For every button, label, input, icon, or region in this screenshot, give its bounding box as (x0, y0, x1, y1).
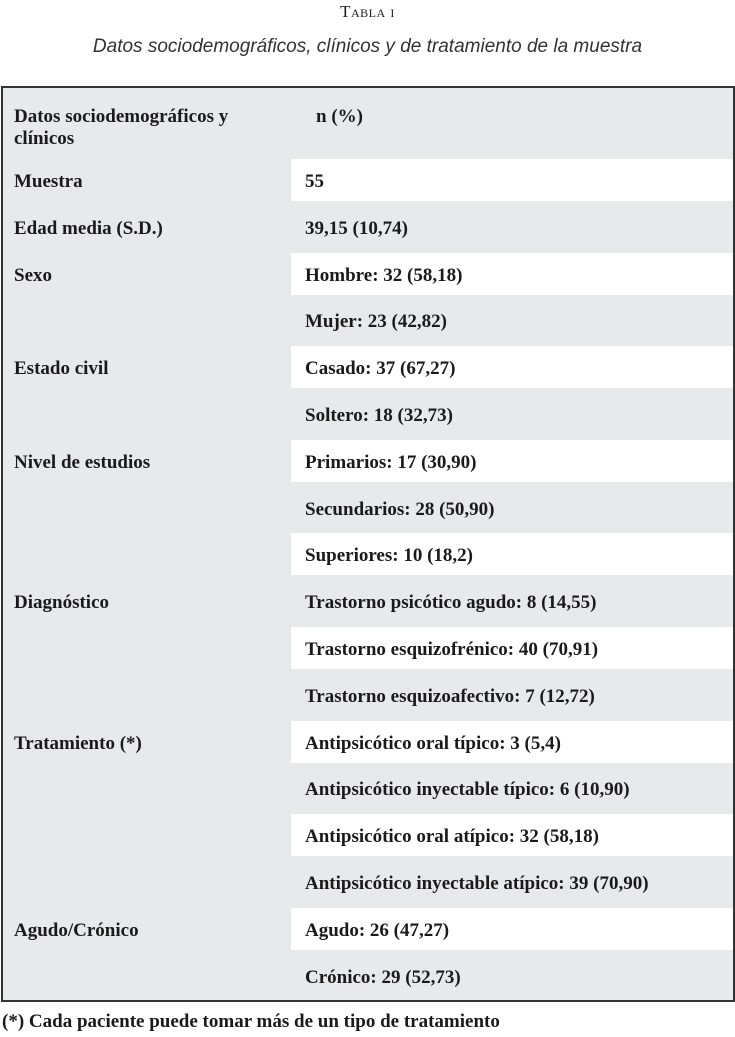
row-label: Estado civil (14, 358, 109, 380)
header-right: n (%) (316, 106, 363, 127)
row-value: Casado: 37 (67,27) (305, 358, 456, 380)
table-row (3, 253, 733, 300)
value-cell (291, 487, 733, 529)
row-value: Mujer: 23 (42,82) (305, 311, 447, 333)
value-cell (291, 721, 733, 763)
value-cell (291, 206, 733, 248)
table-row (3, 767, 733, 814)
row-value: Trastorno psicótico agudo: 8 (14,55) (305, 592, 597, 614)
row-value: Soltero: 18 (32,73) (305, 405, 453, 426)
value-cell (291, 393, 733, 435)
row-label: Agudo/Crónico (14, 919, 139, 941)
value-cell (291, 767, 733, 809)
table-row (3, 627, 733, 674)
table-header (3, 88, 733, 159)
table-row (3, 580, 733, 627)
value-cell (291, 159, 733, 201)
header-left (14, 106, 274, 150)
table-row (3, 159, 733, 206)
table-row (3, 908, 733, 955)
row-value: Antipsicótico oral atípico: 32 (58,18) (305, 826, 599, 848)
value-cell (291, 533, 733, 575)
row-value: Antipsicótico oral típico: 3 (5,4) (305, 732, 561, 754)
row-label: Diagnóstico (14, 592, 109, 614)
row-label: Tratamiento (*) (14, 732, 142, 754)
table-row (3, 299, 733, 346)
table-row (3, 346, 733, 393)
value-cell (291, 440, 733, 482)
row-value: 55 (305, 171, 324, 192)
row-label: Sexo (14, 264, 52, 286)
table-subtitle: Datos sociodemográficos, clínicos y de tratamiento de la muestra (92, 36, 643, 57)
value-cell (291, 955, 733, 997)
value-cell (291, 580, 733, 622)
row-label: Muestra (14, 171, 83, 192)
table-title: Tabla i (340, 2, 395, 21)
value-cell (291, 908, 733, 950)
row-value: 39,15 (10,74) (305, 217, 408, 239)
table-row (3, 393, 733, 440)
value-cell (291, 346, 733, 388)
row-value: Hombre: 32 (58,18) (305, 264, 463, 286)
footnote: (*) Cada paciente puede tomar más de un tipo de tratamiento (2, 1011, 500, 1032)
row-value: Agudo: 26 (47,27) (305, 919, 450, 941)
table-row (3, 533, 733, 580)
table-row (3, 814, 733, 861)
value-cell (291, 674, 733, 716)
row-value: Trastorno esquizofrénico: 40 (70,91) (305, 639, 599, 660)
value-cell (291, 299, 733, 341)
value-cell (291, 814, 733, 856)
data-table (1, 86, 735, 1002)
value-cell (291, 861, 733, 903)
row-label: Nivel de estudios (14, 451, 151, 473)
table-row (3, 440, 733, 487)
value-cell (291, 627, 733, 669)
row-value: Antipsicótico inyectable típico: 6 (10,90) (305, 779, 630, 801)
row-label: Edad media (S.D.) (14, 217, 163, 239)
row-value: Crónico: 29 (52,73) (305, 966, 461, 988)
table-row (3, 487, 733, 534)
table-row (3, 721, 733, 768)
header-left-text: Datos sociodemográficos y clínicos (14, 106, 229, 149)
table-row (3, 955, 733, 1002)
value-cell (291, 253, 733, 295)
table-row (3, 861, 733, 908)
table-row (3, 206, 733, 253)
row-value: Primarios: 17 (30,90) (305, 451, 477, 473)
row-value: Trastorno esquizoafectivo: 7 (12,72) (305, 685, 595, 707)
row-value: Superiores: 10 (18,2) (305, 545, 473, 567)
row-value: Antipsicótico inyectable atípico: 39 (70,90) (305, 873, 649, 894)
table-row (3, 674, 733, 721)
row-value: Secundarios: 28 (50,90) (305, 498, 495, 520)
